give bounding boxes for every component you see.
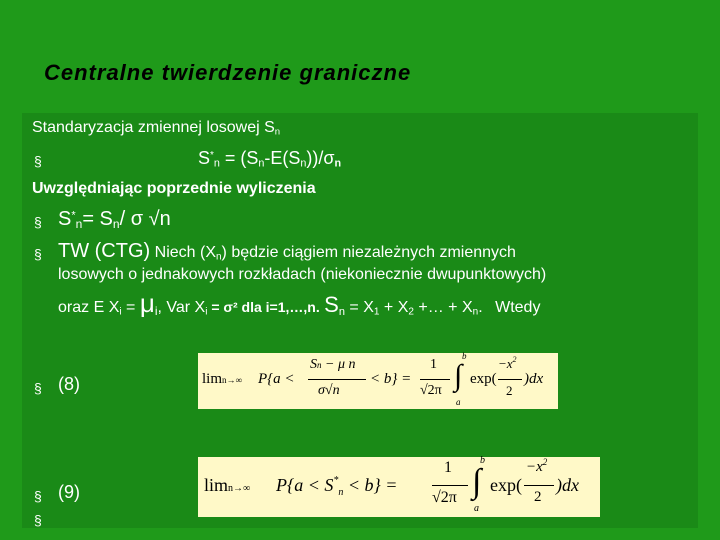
f8-dx: )dx — [524, 371, 544, 387]
f8-den: σ√n — [318, 383, 340, 398]
f9-dx: )dx — [556, 475, 579, 495]
f9-limsub: n→∞ — [228, 483, 251, 494]
f8-fraction-bar — [308, 379, 366, 380]
f8-lt: < b} = — [370, 371, 412, 387]
def-n4: n — [334, 157, 342, 170]
tw-sum3: +… + X — [413, 299, 473, 316]
theorem-line-2: losowych o jednakowych rozkładach (niekoniecznie dwupunktowych) — [58, 266, 547, 283]
tw-sn: S — [324, 292, 339, 317]
standardized-sum-line — [58, 208, 171, 231]
equation-9-label: (9) — [58, 482, 80, 502]
f9-epow: 2 — [542, 457, 548, 467]
f8-epow: 2 — [512, 355, 517, 364]
f8-integral: ∫ — [454, 359, 463, 392]
theorem-line-1 — [58, 240, 516, 263]
f9-lt: < b} = — [343, 475, 398, 495]
f8-num-sub: n — [317, 360, 322, 370]
theorem-label: TW (CTG) — [58, 240, 151, 262]
f8-p: P{a < — [258, 371, 295, 387]
f9-enum: −x — [526, 459, 543, 475]
f8-limsub: n→∞ — [222, 375, 242, 385]
f9-exp: exp( — [490, 475, 522, 495]
l2-s: S — [58, 208, 72, 230]
tw-l3c: , Var X — [157, 299, 206, 316]
tw-sn-sub: n — [338, 305, 345, 318]
tw-n2: n — [472, 306, 479, 318]
f8-lim: lim — [202, 371, 223, 387]
tw-mu: μ — [139, 288, 155, 318]
l2-n2: n — [112, 217, 120, 231]
f8-int-top: b — [462, 351, 467, 361]
bullet-icon: § — [34, 153, 42, 169]
standaryzacja-subscript: n — [274, 126, 281, 138]
f8-exp-bar — [498, 379, 522, 380]
tw-l3b: = — [121, 299, 140, 316]
l2-eq: = S — [82, 208, 113, 230]
f8-eden: 2 — [506, 383, 513, 398]
bullet-icon: § — [34, 488, 42, 504]
l2-star: * — [71, 209, 76, 222]
bullet-icon: § — [34, 246, 42, 262]
f9-p: P{a < S — [276, 475, 334, 495]
tw-text2: ) będzie ciągiem niezależnych zmiennych — [221, 244, 516, 261]
def-n: n — [213, 157, 220, 170]
f9-integral: ∫ — [472, 463, 482, 500]
f9-lim: lim — [204, 475, 229, 495]
tw-n: n — [215, 251, 222, 263]
bullet-icon: § — [34, 380, 42, 396]
def-n2: n — [258, 157, 265, 170]
f9-star: * — [333, 475, 339, 486]
l2-n: n — [75, 217, 83, 231]
f9-int-top: b — [480, 455, 485, 466]
f9-exp-bar — [524, 485, 554, 486]
f8-const-bar — [420, 379, 450, 380]
equation-8-label: (8) — [58, 374, 80, 394]
f9-const-bar — [432, 485, 468, 486]
tw-sum4: . — [478, 299, 483, 316]
def-s: S — [198, 148, 211, 168]
f8-num-rest: − μ n — [321, 357, 356, 372]
f9-int-bot: a — [474, 503, 479, 514]
f8-exp: exp( — [470, 371, 497, 387]
uwzgledniajac-line: Uwzględniając poprzednie wyliczenia — [32, 180, 316, 197]
tw-sum2: + X — [379, 299, 409, 316]
f8-enum: −x — [498, 356, 513, 371]
standardization-definition — [198, 148, 341, 170]
tw-l3d: = σ² dla i=1,…,n. — [207, 299, 320, 315]
tw-2: 2 — [408, 306, 414, 318]
tw-i1: i — [119, 306, 122, 318]
standaryzacja-line — [32, 119, 280, 137]
tw-l3a: oraz E X — [58, 299, 120, 316]
theorem-line-3 — [58, 288, 540, 319]
tw-text: Niech (X — [150, 244, 216, 261]
f9-eden: 2 — [534, 489, 542, 505]
f9-n: n — [338, 487, 344, 498]
formula-9 — [198, 457, 600, 517]
def-star: * — [210, 150, 214, 162]
bullet-icon: § — [34, 214, 42, 230]
f8-num: S — [310, 357, 317, 372]
def-n3: n — [300, 157, 307, 170]
f9-cnum: 1 — [444, 459, 452, 476]
f8-cnum: 1 — [430, 357, 437, 372]
slide-title: Centralne twierdzenie graniczne — [44, 60, 412, 85]
formula-8 — [198, 353, 558, 409]
l2-rest: / σ √n — [119, 208, 171, 230]
tw-i3: i — [205, 306, 208, 318]
def-rest3: ))/σ — [306, 148, 335, 168]
tw-sum: = X — [344, 299, 374, 316]
tw-i2: i — [154, 304, 158, 318]
def-rest: = (S — [219, 148, 259, 168]
tw-wtedy: Wtedy — [495, 299, 541, 316]
tw-1: 1 — [373, 306, 380, 318]
f8-int-bot: a — [456, 397, 461, 407]
bullet-icon: § — [34, 512, 42, 528]
f9-cden: √2π — [432, 489, 457, 506]
def-rest2: -E(S — [264, 148, 301, 168]
standaryzacja-text: Standaryzacja zmiennej losowej S — [32, 119, 275, 136]
f8-cden: √2π — [420, 383, 442, 398]
